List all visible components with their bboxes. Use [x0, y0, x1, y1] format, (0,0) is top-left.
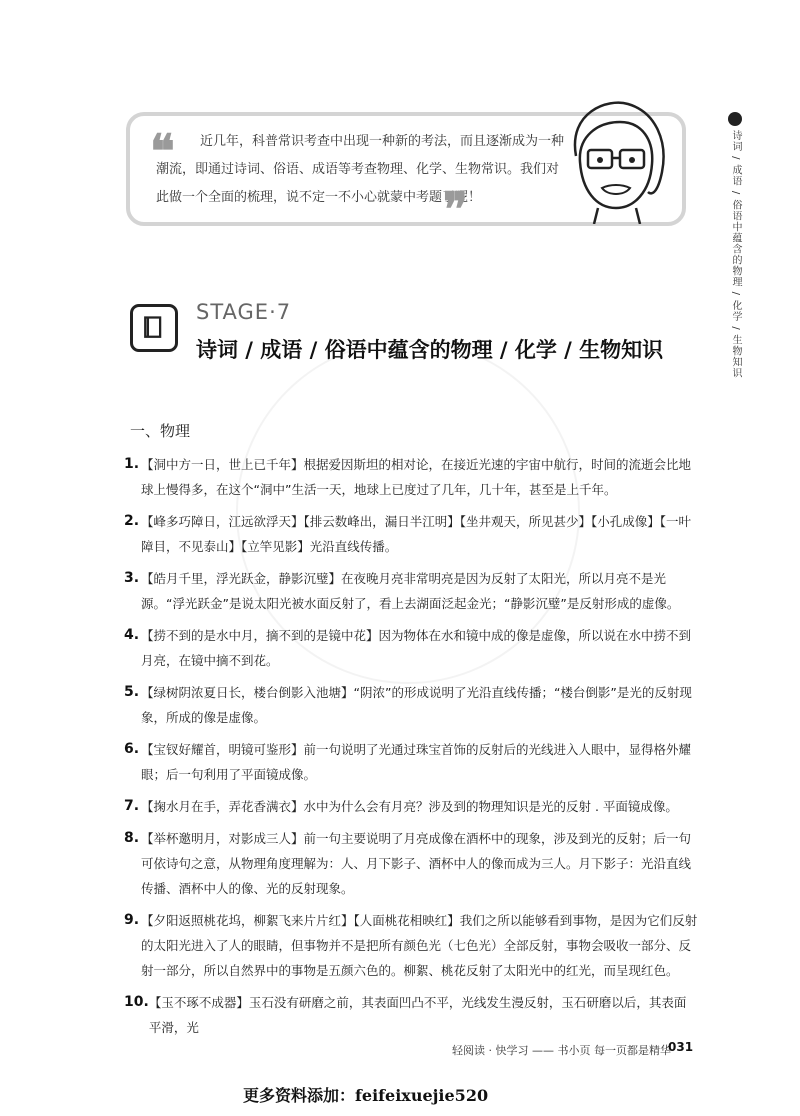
item-number: 9. — [124, 912, 140, 928]
list-item — [124, 737, 698, 787]
item-number: 10. — [124, 994, 149, 1010]
item-text: 【宝钗好耀首，明镜可鉴形】前一句说明了光通过珠宝首饰的反射后的光线进入人眼中，显得格外耀眼；后一句利用了平面镜成像。 — [141, 742, 692, 782]
list-item — [124, 566, 698, 616]
item-text: 【夕阳返照桃花坞，柳絮飞来片片红】【人面桃花相映红】我们之所以能够看到事物，是因为它们反射的太阳光进入了人的眼睛，但事物并不是把所有颜色光（七色光）全部反射，事物会吸收一部分、反射一部分，所以自然界中的事物是五颜六色的。柳絮、桃花反射了太阳光中的红光，而呈现红色。 — [141, 913, 698, 978]
section-heading: 一、物理 — [130, 422, 191, 440]
item-text: 【掬水月在手，弄花香满衣】水中为什么会有月亮？涉及到的物理知识是光的反射 . 平面镜成像。 — [141, 799, 678, 814]
side-chapter-title: 诗词 / 成语 / 俗语中蕴含的物理 / 化学 / 生物知识 — [730, 130, 741, 379]
item-number: 1. — [124, 456, 140, 472]
list-item — [124, 794, 698, 819]
side-chapter-tab — [724, 112, 746, 379]
list-item — [124, 509, 698, 559]
book-icon — [130, 304, 178, 352]
close-quote-icon: ❞ — [443, 182, 468, 236]
list-item — [124, 623, 698, 673]
page-number: 031 — [668, 1040, 694, 1054]
knowledge-list — [124, 452, 698, 1047]
stage-title: 诗词 / 成语 / 俗语中蕴含的物理 / 化学 / 生物知识 — [196, 338, 664, 362]
item-number: 2. — [124, 513, 140, 529]
teacher-avatar-illustration — [558, 92, 678, 224]
footer-slogan: 轻阅读 · 快学习 —— 书小页 每一页都是精华 — [452, 1044, 671, 1057]
item-number: 8. — [124, 830, 140, 846]
item-text: 【捞不到的是水中月，摘不到的是镜中花】因为物体在水和镜中成的像是虚像，所以说在水中捞不到月亮，在镜中摘不到花。 — [141, 628, 692, 668]
contact-banner: 更多资料添加：feifeixuejie520 — [243, 1086, 489, 1105]
item-number: 5. — [124, 684, 140, 700]
stage-label: STAGE·7 — [196, 300, 292, 324]
item-number: 3. — [124, 570, 140, 586]
chapter-mascot-icon — [728, 112, 742, 126]
list-item — [124, 680, 698, 730]
item-number: 4. — [124, 627, 140, 643]
open-quote-icon: ❝ — [150, 124, 175, 178]
item-text: 【绿树阴浓夏日长，楼台倒影入池塘】“阴浓”的形成说明了光沿直线传播；“楼台倒影”是光的反射现象，所成的像是虚像。 — [141, 685, 692, 725]
intro-text: 近几年，科普常识考查中出现一种新的考法，而且逐渐成为一种潮流，即通过诗词、俗语、成语等考查物理、化学、生物常识。我们对此做一个全面的梳理，说不定一不小心就蒙中考题了呢！ — [156, 134, 565, 205]
item-text: 【皓月千里，浮光跃金，静影沉璧】在夜晚月亮非常明亮是因为反射了太阳光，所以月亮不是光源。“浮光跃金”是说太阳光被水面反射了，看上去湖面泛起金光；“静影沉璧”是反射形成的虚像。 — [141, 571, 680, 611]
item-text: 【玉不琢不成器】玉石没有研磨之前，其表面凹凸不平，光线发生漫反射，玉石研磨以后，其表面平滑，光 — [148, 995, 687, 1035]
item-text: 【举杯邀明月，对影成三人】前一句主要说明了月亮成像在酒杯中的现象，涉及到光的反射；后一句可依诗句之意，从物理角度理解为：人、月下影子、酒杯中人的像而成为三人。月下影子：光沿直线传播、酒杯中人的像、光的反射现象。 — [141, 831, 692, 896]
list-item — [124, 452, 698, 502]
item-number: 6. — [124, 741, 140, 757]
list-item — [124, 826, 698, 901]
item-number: 7. — [124, 798, 140, 814]
list-item — [124, 990, 698, 1040]
item-text: 【洞中方一日，世上已千年】根据爱因斯坦的相对论，在接近光速的宇宙中航行，时间的流逝会比地球上慢得多，在这个“洞中”生活一天，地球上已度过了几年，几十年，甚至是上千年。 — [141, 457, 692, 497]
list-item — [124, 908, 698, 983]
item-text: 【峰多巧障日，江远欲浮天】【排云数峰出，漏日半江明】【坐井观天，所见甚少】【小孔成像】【一叶障目，不见泰山】【立竿见影】光沿直线传播。 — [141, 514, 692, 554]
